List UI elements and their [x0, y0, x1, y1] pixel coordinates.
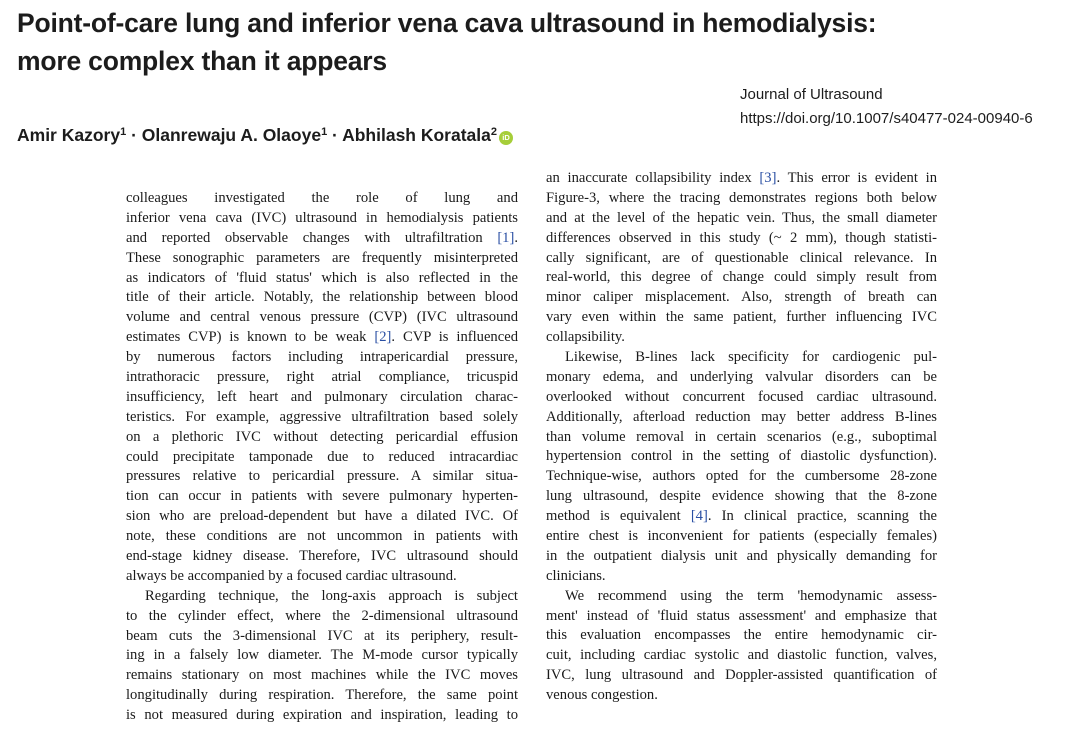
journal-info	[740, 83, 1085, 131]
author-separator: ·	[327, 125, 343, 145]
text-run: lung ultrasound, despite evidence showing that the 8-zone	[546, 488, 937, 505]
title-line-1: Point-of-care lung and inferior vena cava ultrasound in hemodialysis:	[17, 8, 877, 38]
text-line	[546, 268, 937, 288]
citation-link[interactable]: [2]	[374, 329, 392, 346]
text-run: .	[514, 229, 518, 246]
text-line	[546, 388, 937, 408]
text-line	[126, 448, 518, 468]
affiliation-marker: 1	[120, 126, 127, 138]
text-line	[546, 487, 937, 507]
text-run: insufficiency, left heart and pulmonary circulation charac-	[126, 388, 518, 405]
text-run: pressures relative to pericardial pressure. A similar situa-	[126, 468, 518, 485]
text-run: cuit, including cardiac systolic and diastolic function, valves,	[546, 647, 937, 664]
text-run: differences observed in this study (~ 2 mm), though statisti-	[546, 229, 937, 246]
text-line	[126, 288, 518, 308]
text-run: estimates CVP) is known to be weak	[126, 329, 375, 346]
text-line	[126, 209, 518, 229]
text-run: and reported observable changes with ultrafiltration	[126, 229, 498, 246]
body-column-left	[126, 189, 518, 726]
text-line	[546, 567, 937, 587]
text-line	[126, 547, 518, 567]
text-line	[546, 686, 937, 706]
text-run: method is equivalent	[546, 508, 691, 525]
text-run: entire chest is inconvenient for patients (especially females)	[546, 528, 937, 545]
doi-link[interactable]: https://doi.org/10.1007/s40477-024-00940-6	[740, 110, 1033, 127]
text-line	[126, 627, 518, 647]
text-line	[126, 587, 518, 607]
text-run: is not measured during expiration and inspiration, leading to	[126, 707, 518, 724]
orcid-icon[interactable]: iD	[499, 131, 513, 145]
text-line	[126, 428, 518, 448]
text-run: These sonographic parameters are frequently misinterpreted	[126, 249, 518, 266]
text-line	[546, 288, 937, 308]
text-run: sion who are preload-dependent but have a dilated IVC. Of	[126, 508, 518, 525]
text-run: monary edema, and underlying valvular disorders can be	[546, 368, 937, 385]
text-run: . This error is evident in	[776, 170, 938, 186]
text-line	[126, 328, 518, 348]
text-line	[126, 487, 518, 507]
text-line	[126, 666, 518, 686]
text-run: real-world, this degree of change could simply result from	[546, 269, 937, 286]
text-line	[546, 229, 937, 249]
text-run: volume and central venous pressure (CVP) (IVC ultrasound	[126, 309, 518, 326]
text-line	[546, 368, 937, 388]
text-line	[126, 388, 518, 408]
text-line	[126, 706, 518, 726]
text-run: as indicators of 'fluid status' which is also reflected in the	[126, 269, 518, 286]
text-run: title of their article. Notably, the relationship between blood	[126, 289, 518, 306]
citation-link[interactable]: [4]	[690, 508, 708, 525]
text-run: Additionally, afterload reduction may better address B-lines	[546, 408, 937, 425]
author-name: Amir Kazory	[17, 125, 121, 145]
text-run: could precipitate tamponade due to reduced intracardiac	[126, 448, 518, 465]
text-run: . CVP is influenced	[391, 329, 518, 346]
text-line	[546, 507, 937, 527]
text-run: remains stationary on most machines while the IVC moves	[126, 667, 518, 684]
text-run: intrathoracic pressure, right atrial compliance, tricuspid	[126, 369, 518, 386]
text-line	[546, 547, 937, 567]
text-line	[126, 229, 518, 249]
text-run: clinicians.	[546, 567, 606, 584]
text-run: this evaluation encompasses the entire hemodynamic cir-	[546, 627, 937, 644]
text-run: Technique-wise, authors opted for the cumbersome 28-zone	[546, 468, 937, 485]
text-line	[126, 507, 518, 527]
text-line	[126, 467, 518, 487]
text-run: than volume removal in certain scenarios (e.g., suboptimal	[546, 428, 937, 445]
text-run: colleagues investigated the role of lung and	[126, 190, 518, 206]
text-run: always be accompanied by a focused cardiac ultrasound.	[126, 567, 457, 584]
text-run: hypertension control in the setting of diastolic dysfunction).	[546, 448, 937, 465]
text-line	[126, 527, 518, 547]
text-run: beam cuts the 3-dimensional IVC at its periphery, result-	[126, 627, 518, 644]
text-run: venous congestion.	[546, 687, 658, 704]
body-column-right	[546, 169, 937, 706]
text-run: collapsibility.	[546, 329, 625, 346]
text-run: and at the level of the hepatic vein. Thus, the small diameter	[546, 209, 937, 226]
text-run: teristics. For example, aggressive ultrafiltration based solely	[126, 408, 518, 425]
title-line-2: more complex than it appears	[17, 46, 387, 76]
text-run: tion can occur in patients with severe pulmonary hyperten-	[126, 488, 518, 505]
text-line	[126, 567, 518, 587]
text-line	[546, 626, 937, 646]
text-run: end-stage kidney disease. Therefore, IVC ultrasound should	[126, 548, 518, 565]
author-list	[17, 122, 737, 148]
text-run: Likewise, B-lines lack specificity for cardiogenic pul-	[565, 349, 937, 366]
text-line	[546, 607, 937, 627]
text-line	[546, 308, 937, 328]
text-line	[126, 686, 518, 706]
text-line	[126, 269, 518, 289]
text-run: on a plethoric IVC without detecting pericardial effusion	[126, 428, 518, 445]
text-line	[126, 249, 518, 269]
text-line	[546, 587, 937, 607]
text-line	[546, 328, 937, 348]
text-line	[546, 428, 937, 448]
author-name: Olanrewaju A. Olaoye	[141, 125, 322, 145]
text-run: an inaccurate collapsibility index	[546, 170, 760, 186]
affiliation-marker: 1	[321, 126, 328, 138]
text-line	[546, 189, 937, 209]
author-name: Abhilash Koratala	[342, 125, 491, 145]
text-line	[126, 646, 518, 666]
text-run: overlooked without concurrent focused cardiac ultrasound.	[546, 388, 937, 405]
text-line	[546, 527, 937, 547]
text-line	[546, 467, 937, 487]
text-run: Figure-3, where the tracing demonstrates regions both below	[546, 189, 937, 206]
text-run: cally significant, are of questionable clinical relevance. In	[546, 249, 937, 266]
text-line	[126, 189, 518, 209]
text-run: We recommend using the term 'hemodynamic assess-	[565, 587, 937, 604]
text-run: ing in a falsely low diameter. The M-mode cursor typically	[126, 647, 518, 664]
text-run: vary even within the same patient, further influencing IVC	[546, 309, 937, 326]
affiliation-marker: 2	[490, 126, 498, 138]
author-separator: ·	[126, 125, 142, 145]
article-title	[17, 4, 1077, 80]
text-run: minor caliper misplacement. Also, strength of breath can	[546, 289, 937, 306]
text-run: ment' instead of 'fluid status assessment' and emphasize that	[546, 607, 937, 624]
text-line	[546, 646, 937, 666]
text-run: to the cylinder effect, where the 2-dimensional ultrasound	[126, 607, 518, 624]
text-line	[546, 169, 937, 189]
journal-name: Journal of Ultrasound	[740, 86, 883, 103]
text-line	[126, 348, 518, 368]
text-run: note, these conditions are not uncommon in patients with	[126, 528, 518, 545]
text-run: by numerous factors including intrapericardial pressure,	[126, 349, 518, 366]
text-line	[546, 408, 937, 428]
text-line	[546, 666, 937, 686]
citation-link[interactable]: [1]	[497, 229, 515, 246]
text-run: inferior vena cava (IVC) ultrasound in hemodialysis patients	[126, 209, 518, 226]
text-line	[546, 348, 937, 368]
text-line	[126, 368, 518, 388]
text-line	[546, 249, 937, 269]
text-line	[126, 308, 518, 328]
text-line	[126, 607, 518, 627]
text-run: longitudinally during respiration. Therefore, the same point	[126, 687, 518, 704]
text-line	[546, 209, 937, 229]
text-line	[546, 447, 937, 467]
text-run: Regarding technique, the long-axis approach is subject	[145, 587, 518, 604]
text-run: . In clinical practice, scanning the	[707, 508, 937, 525]
text-run: IVC, lung ultrasound and Doppler-assisted quantification of	[546, 667, 937, 684]
text-line	[126, 408, 518, 428]
text-run: in the outpatient dialysis unit and physically demanding for	[546, 547, 937, 564]
citation-link[interactable]: [3]	[759, 170, 777, 186]
